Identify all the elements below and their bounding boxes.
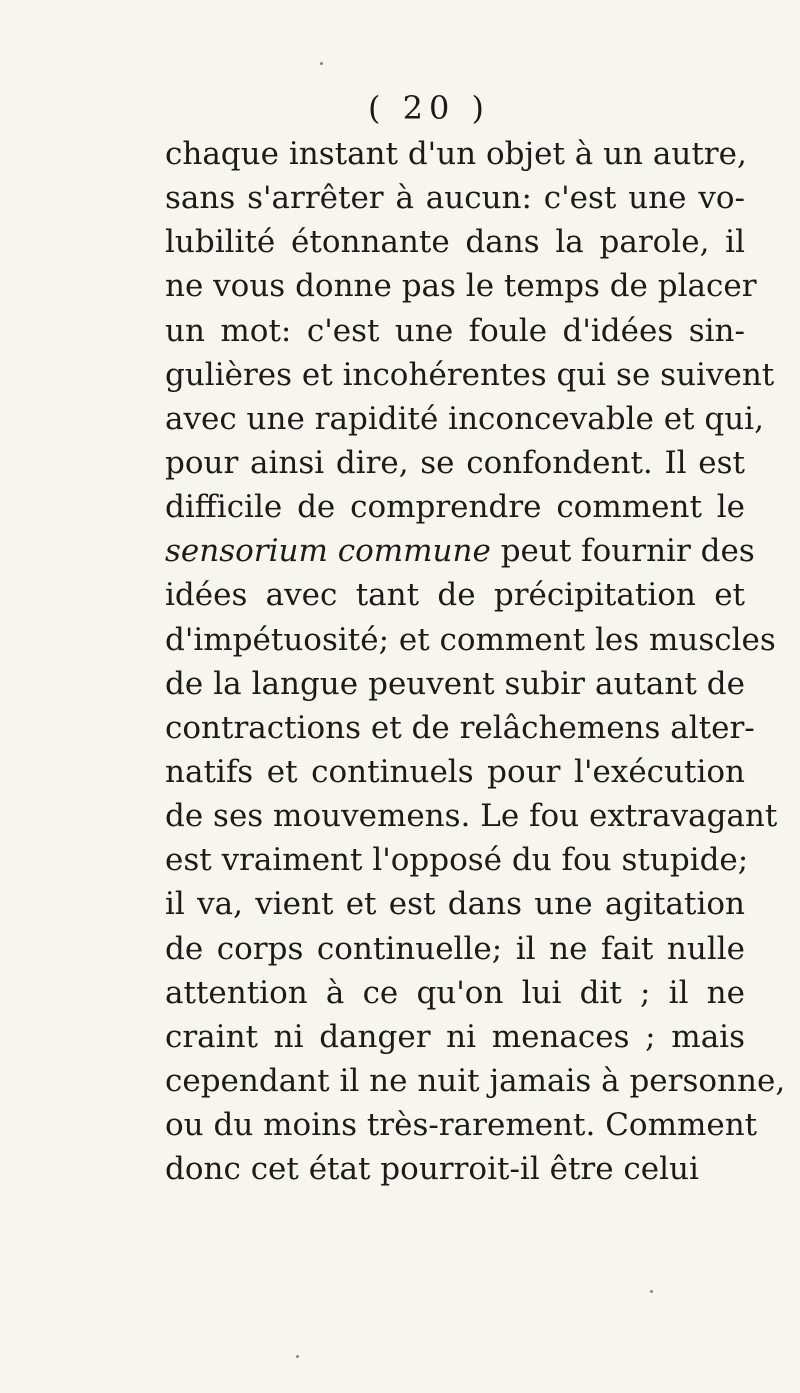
text-line: pour ainsi dire, se confondent. Il est (165, 444, 745, 481)
paper-speck (296, 1355, 299, 1358)
text-line: donc cet état pourroit-il être celui (165, 1151, 699, 1188)
text-line: craint ni danger ni menaces ; mais (165, 1018, 745, 1055)
text-line: de corps continuelle; il ne fait nulle (165, 930, 745, 967)
text-line: difficile de comprendre comment le (165, 489, 745, 526)
page-number: ( 20 ) (368, 89, 491, 127)
text-line: est vraiment l'opposé du fou stupide; (165, 842, 749, 879)
text-line: gulières et incohérentes qui se suivent (165, 356, 775, 393)
text-line: ou du moins très-rarement. Comment (165, 1107, 758, 1144)
italic-term: sensorium commune (165, 533, 491, 570)
text-line: contractions et de relâchemens alter- (165, 709, 755, 746)
text-line: d'impétuosité; et comment les muscles (165, 621, 776, 658)
text-line: chaque instant d'un objet à un autre, (165, 136, 747, 172)
text-line: sans s'arrêter à aucun: c'est une vo- (165, 180, 745, 217)
text-line: de ses mouvemens. Le fou extravagant (165, 798, 778, 835)
text-line: de la langue peuvent subir autant de (165, 665, 745, 702)
body-text (165, 132, 786, 1191)
paper-speck (650, 1290, 653, 1293)
text-line: idées avec tant de précipitation et (165, 577, 745, 614)
text-line: un mot: c'est une foule d'idées sin- (165, 312, 745, 349)
text-line: sensorium commune peut fournir des (165, 533, 755, 570)
text-line: ne vous donne pas le temps de placer (165, 268, 757, 305)
paper-speck (320, 62, 323, 65)
text-line: cependant il ne nuit jamais à personne, (165, 1062, 786, 1099)
text-line: lubilité étonnante dans la parole, il (165, 224, 745, 261)
text-line: natifs et continuels pour l'exécution (165, 753, 745, 790)
text-line: avec une rapidité inconcevable et qui, (165, 400, 764, 437)
text-line: il va, vient et est dans une agitation (165, 886, 745, 923)
text-line: attention à ce qu'on lui dit ; il ne (165, 974, 745, 1011)
